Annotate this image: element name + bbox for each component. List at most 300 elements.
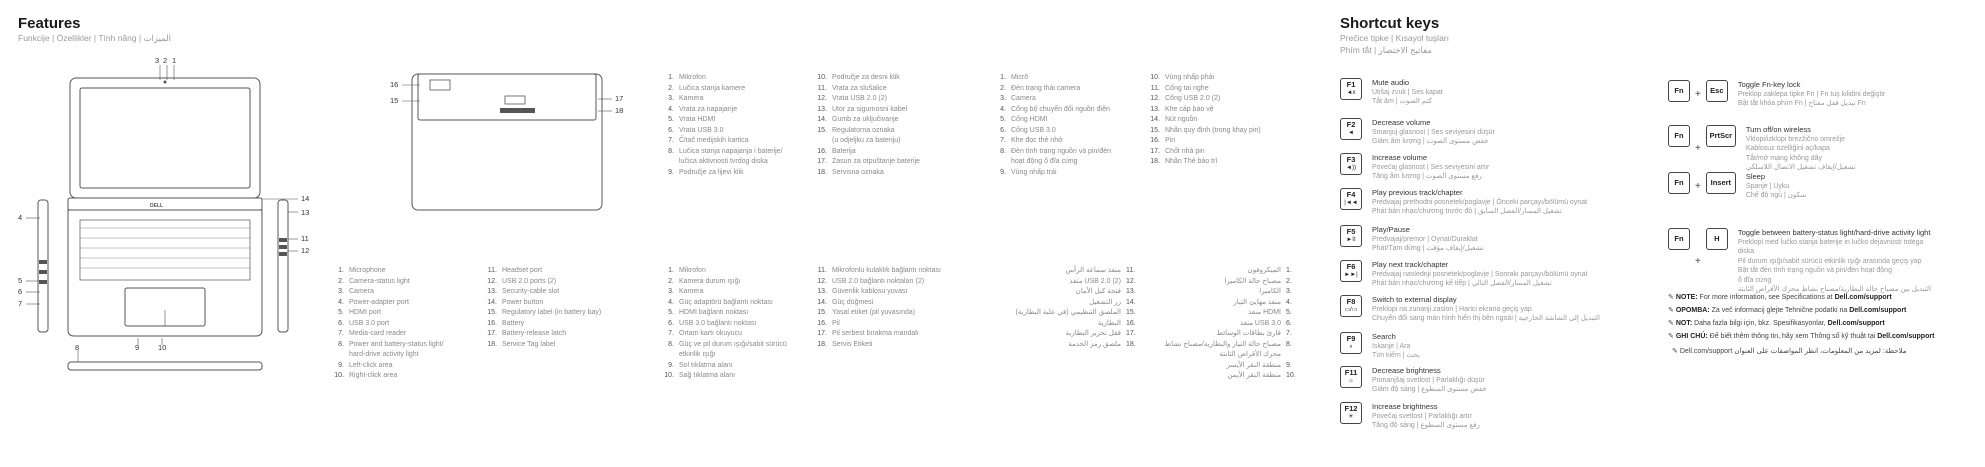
- item-text: Područje za lijevi klik: [679, 168, 744, 176]
- item-number: 18.: [1150, 158, 1160, 165]
- item-text: Cổng tai nghe: [1165, 84, 1209, 92]
- item-text: Sağ tıklatma alanı: [679, 372, 736, 379]
- shortcut-description: [1372, 188, 1587, 217]
- item-text: USB 3.0 bağlantı noktası: [679, 319, 757, 327]
- item-text: البطارية: [1097, 319, 1121, 327]
- list-item: [660, 361, 787, 372]
- list-item: [1146, 136, 1261, 147]
- list-item: [1146, 115, 1261, 126]
- list-item: [660, 308, 787, 319]
- key-f3[interactable]: [1340, 153, 1362, 175]
- item-number: 7.: [1286, 330, 1292, 337]
- callout-12: 12: [301, 246, 310, 255]
- item-number: 7.: [668, 137, 674, 144]
- key-f6[interactable]: [1340, 260, 1362, 282]
- shortcut-translation: Tắt/mở mạng không dây: [1745, 154, 1823, 162]
- item-number: 4.: [668, 298, 674, 306]
- shortcut-translation: Phát bản nhạc/chương trước đó | تشغيل المسار/الفصل السابق: [1372, 208, 1562, 215]
- item-text: Right-click area: [349, 372, 398, 379]
- list-item: [813, 319, 941, 330]
- list-item: [660, 147, 783, 158]
- item-number: 9.: [668, 361, 674, 369]
- list-item: [1150, 350, 1300, 361]
- item-number: 10.: [1286, 372, 1296, 379]
- item-number: 5.: [1286, 309, 1292, 316]
- list-item: [813, 84, 920, 95]
- item-text: HDMI port: [349, 309, 381, 316]
- list-item: [330, 340, 444, 351]
- laptop-display: [80, 88, 250, 188]
- list-item: [660, 136, 783, 147]
- item-text: Khe cáp bảo vệ: [1165, 105, 1214, 113]
- list-item: [990, 329, 1140, 340]
- features-title: Features: [18, 15, 81, 32]
- shortcut-description: [1372, 260, 1587, 289]
- svg-text:DELL: DELL: [150, 203, 164, 209]
- shortcut-row: [1340, 78, 1443, 107]
- item-number: 6.: [668, 126, 674, 134]
- shortcut-translation: Vklopi/izklopi brezžično omrežje: [1745, 135, 1846, 143]
- subtitle: Özellikler: [56, 33, 92, 43]
- shortcut-row: [1340, 295, 1600, 324]
- note-icon: ✎: [1672, 348, 1680, 355]
- support-link[interactable]: Dell.com/support: [1877, 333, 1935, 340]
- item-number: 8.: [338, 340, 344, 348]
- callout-7: 7: [18, 299, 23, 308]
- note-line: [1668, 292, 1892, 303]
- list-item: [660, 329, 787, 340]
- item-text: Servis Etiketi: [832, 340, 873, 348]
- list-item: [1150, 308, 1300, 319]
- note-line: [1672, 346, 1907, 357]
- shortcut-translation: ổ đĩa cứng: [1737, 276, 1772, 284]
- key-label: F2: [1346, 120, 1356, 129]
- item-text: Cổng HDMI: [1011, 116, 1048, 123]
- item-number: 7.: [668, 330, 674, 337]
- key-f8[interactable]: [1340, 295, 1362, 317]
- item-number: 9.: [1286, 361, 1292, 369]
- support-link[interactable]: Dell.com/support: [1834, 294, 1892, 301]
- item-number: 16.: [1126, 319, 1136, 327]
- item-number: 1.: [668, 267, 674, 274]
- shortcut-action: Increase volume: [1372, 153, 1428, 162]
- shortcut-description: [1372, 402, 1480, 431]
- item-number: 1.: [1000, 74, 1006, 81]
- list-item: [660, 371, 787, 382]
- item-text: Battery: [502, 319, 525, 327]
- item-text: قفل تحرير البطارية: [1065, 330, 1121, 337]
- list-item: [483, 277, 601, 288]
- list-item: [1150, 266, 1300, 277]
- list-item: [1150, 298, 1300, 309]
- item-number: 2.: [668, 277, 674, 285]
- callout-3: 3: [155, 56, 160, 65]
- item-text: USB 3.0 port: [349, 319, 390, 327]
- item-text: hard-drive activity light: [349, 351, 419, 358]
- plus-sign: +: [1695, 255, 1701, 267]
- shortcut-translation: Tìm kiếm | بحث: [1372, 352, 1420, 359]
- list-item: [992, 147, 1111, 158]
- list-item: [1146, 105, 1261, 116]
- item-text: Pil serbest bırakma mandalı: [832, 330, 919, 337]
- key-f12[interactable]: [1340, 402, 1362, 424]
- key-prtscr[interactable]: PrtScr: [1706, 125, 1736, 147]
- item-text: زر التشغيل: [1089, 298, 1121, 306]
- item-number: 13.: [1150, 105, 1160, 113]
- item-text: فتحة كبل الأمان: [1075, 288, 1121, 295]
- note-line: [1668, 305, 1906, 316]
- item-number: 13.: [1126, 288, 1136, 295]
- list-item: [660, 277, 787, 288]
- shortcut-translation: Iskanje | Ara: [1372, 342, 1411, 350]
- item-number: 18.: [487, 340, 497, 348]
- item-text: Ortam kartı okuyucu: [679, 330, 743, 337]
- list-item: [660, 350, 787, 361]
- shortcut-translation: Preklop zaklepa tipke Fn | Fn tuş kilidini değiştir: [1737, 90, 1886, 98]
- list-item: [660, 266, 787, 277]
- shortcut-row: [1340, 118, 1495, 147]
- laptop-hinge: [68, 198, 262, 210]
- note-line: [1668, 318, 1885, 329]
- list-item: [483, 298, 601, 309]
- key-f2[interactable]: [1340, 118, 1362, 140]
- note-line: [1668, 331, 1934, 342]
- shortcut-description: [1372, 118, 1495, 147]
- list-item: [990, 308, 1140, 319]
- item-text: USB 2.0 ports (2): [502, 277, 557, 285]
- item-text: Đèn trạng thái camera: [1011, 84, 1081, 92]
- item-text: Vrata HDMI: [679, 116, 716, 123]
- shortcut-translation: Preklopi med lučko stanja baterije in lučko dejavnosti trdega diska: [1737, 238, 1924, 255]
- item-text: Vùng nhấp phải: [1165, 74, 1215, 81]
- shortcut-translation: التبديل بين مصباح حالة البطارية/مصباح نشاط محرك الأقراص الثابتة: [1737, 286, 1932, 293]
- shortcut-description: [1738, 228, 1938, 295]
- key-f9[interactable]: [1340, 332, 1362, 354]
- shortcut-action: Decrease volume: [1372, 118, 1431, 127]
- key-label: F11: [1344, 368, 1358, 377]
- note-icon: ✎: [1668, 320, 1676, 327]
- item-text: Headset port: [502, 267, 543, 274]
- key-media-icon: ◄: [1348, 130, 1354, 136]
- front-edge-view: [68, 362, 262, 370]
- shortcut-title: Shortcut keys: [1340, 15, 1440, 32]
- item-text: منطقة النقر الأيسر: [1226, 361, 1281, 369]
- item-text: Media-card reader: [349, 330, 407, 337]
- item-text: Service Tag label: [502, 340, 556, 348]
- subtitle: الميزات: [143, 33, 172, 43]
- item-number: 15.: [817, 126, 827, 134]
- list-item: [660, 73, 783, 84]
- item-text: منفذ HDMI: [1248, 309, 1281, 316]
- item-number: 15.: [1126, 309, 1136, 316]
- item-number: 2.: [338, 277, 344, 285]
- shortcut-translation: Predvajaj/premor | Oynat/Duraklat: [1372, 235, 1478, 243]
- note-text: Daha fazla bilgi için, bkz. Spesifikasyonlar,: [1694, 320, 1828, 327]
- item-text: منفذ USB 2.0 (2): [1069, 277, 1121, 285]
- feature-list-vi-b: [1146, 73, 1261, 168]
- right-side-view: [278, 200, 288, 332]
- shortcut-translation: Giảm độ sáng | خفض مستوى السطوع: [1372, 386, 1487, 393]
- item-number: 10.: [817, 74, 827, 81]
- item-text: Lučica stanja napajanja i baterije/: [679, 147, 783, 155]
- item-text: Gumb za uključivanje: [832, 116, 899, 123]
- shortcut-row: [1340, 153, 1489, 182]
- item-text: Power-adapter port: [349, 298, 409, 306]
- list-item: [1150, 371, 1300, 382]
- item-number: 9.: [338, 361, 344, 369]
- item-text: Güç adaptörü bağlantı noktası: [679, 298, 773, 306]
- feature-list-vi-a: [992, 73, 1111, 178]
- item-number: 14.: [487, 298, 497, 306]
- list-item: [660, 126, 783, 137]
- shortcut-row: [1340, 260, 1587, 289]
- note-icon: ✎: [1668, 333, 1676, 340]
- shortcut-subtitles-1: Prečice tipke | Kısayol tuşları: [1340, 33, 1449, 43]
- shortcut-translation: تشغيل/إيقاف تشغيل الاتصال اللاسلكي: [1745, 164, 1856, 171]
- item-number: 18.: [817, 168, 827, 176]
- item-number: 17.: [487, 330, 497, 337]
- item-text: Cổng bộ chuyển đổi nguồn điện: [1011, 105, 1110, 113]
- key-fn[interactable]: Fn: [1668, 228, 1690, 250]
- item-number: [330, 350, 344, 361]
- item-text: Chốt nhả pin: [1165, 147, 1205, 155]
- item-text: Nhãn quy định (trong khay pin): [1165, 126, 1261, 134]
- key-media-icon: ⌕: [1349, 344, 1353, 350]
- list-item: [992, 73, 1111, 84]
- list-item: [813, 298, 941, 309]
- subtitle: Kısayol tuşları: [1395, 33, 1449, 43]
- shortcut-combo-row: [1668, 228, 1938, 295]
- item-number: 1.: [1286, 267, 1292, 274]
- item-number: 4.: [1286, 298, 1292, 306]
- item-number: 11.: [817, 84, 827, 92]
- item-number: 18.: [817, 340, 827, 348]
- key-f11[interactable]: [1340, 366, 1362, 388]
- key-media-icon: ◄x: [1346, 90, 1356, 96]
- item-number: 12.: [817, 95, 827, 102]
- shortcut-translation: Povečaj svetlost | Parlaklığı artır: [1372, 412, 1472, 420]
- shortcut-description: [1746, 125, 1946, 173]
- item-text: Đèn tình trạng nguồn và pin/đèn: [1011, 147, 1112, 155]
- item-text: Vrata za slušalice: [832, 84, 887, 92]
- list-item: [660, 287, 787, 298]
- key-label: F5: [1346, 227, 1356, 236]
- item-text: Camera: [1011, 95, 1036, 102]
- item-number: 12.: [1126, 277, 1136, 285]
- list-item: [660, 157, 783, 168]
- item-number: 4.: [1000, 105, 1006, 113]
- item-number: 10.: [664, 372, 674, 379]
- shortcut-action: Decrease brightness: [1372, 366, 1441, 375]
- callout-18: 18: [615, 106, 624, 115]
- list-item: [813, 329, 941, 340]
- item-text: Vùng nhấp trái: [1011, 168, 1057, 176]
- shortcut-translation: Pomanjšaj svetlost | Parlaklığı düşür: [1372, 376, 1485, 384]
- item-text: Regulatory label (in battery bay): [502, 309, 602, 316]
- item-number: 7.: [338, 330, 344, 337]
- shortcut-translation: Povećaj glasnost | Ses seviyesini artır: [1372, 163, 1490, 171]
- note-label: OPOMBA:: [1675, 307, 1712, 314]
- item-text: Pil: [832, 319, 840, 327]
- item-text: Lučica stanja kamere: [679, 84, 746, 92]
- shortcut-translation: Bật tắt khóa phím Fn | تبديل قفل مفتاح Fn: [1737, 100, 1866, 107]
- list-item: [992, 168, 1111, 179]
- key-f4[interactable]: [1340, 188, 1362, 210]
- item-text: Güç ve pil durum ışığı/sabit sürücü: [679, 340, 787, 348]
- item-number: 3.: [1286, 288, 1292, 295]
- subtitle: مفاتيح الاختصار: [1378, 45, 1432, 55]
- feature-list-ar-b: [1150, 266, 1300, 382]
- key-fn[interactable]: Fn: [1668, 80, 1690, 102]
- key-fn[interactable]: Fn: [1668, 172, 1690, 194]
- list-item: [660, 84, 783, 95]
- shortcut-translation: Kablosuz özelliğini aç/kapa: [1745, 145, 1830, 152]
- item-text: الكاميرا: [1259, 288, 1281, 295]
- key-esc[interactable]: Esc: [1706, 80, 1728, 102]
- item-text: منفذ سماعة الرأس: [1065, 267, 1121, 274]
- list-item: [1150, 277, 1300, 288]
- shortcut-combo-row: [1668, 125, 1946, 173]
- list-item: [1146, 126, 1261, 137]
- list-item: [813, 266, 941, 277]
- list-item: [483, 308, 601, 319]
- shortcut-translation: Smanjuj glasnost | Ses seviyesini düşür: [1372, 128, 1495, 136]
- item-text: Servisna oznaka: [832, 168, 884, 176]
- item-number: 17.: [1150, 147, 1160, 155]
- shortcut-action: Play previous track/chapter: [1372, 188, 1463, 197]
- note-icon: ✎: [1668, 294, 1676, 301]
- plus-sign: +: [1695, 143, 1701, 155]
- key-insert[interactable]: Insert: [1706, 172, 1736, 194]
- item-number: 8.: [1000, 147, 1006, 155]
- item-number: 16.: [817, 319, 827, 327]
- callout-11: 11: [301, 234, 309, 243]
- list-item: [990, 298, 1140, 309]
- item-number: 16.: [487, 319, 497, 327]
- callout-5: 5: [18, 276, 23, 285]
- item-text: Cổng USB 3.0: [1011, 126, 1056, 134]
- key-label: F12: [1344, 404, 1358, 413]
- item-number: 3.: [668, 288, 674, 295]
- item-text: Utor za sigurnosni kabel: [832, 105, 908, 113]
- item-number: 18.: [1126, 340, 1136, 348]
- key-media-icon: ►►|: [1344, 272, 1358, 278]
- item-number: [813, 136, 827, 147]
- list-item: [990, 277, 1140, 288]
- item-number: 14.: [1126, 298, 1136, 306]
- item-number: 2.: [1286, 277, 1292, 285]
- list-item: [483, 287, 601, 298]
- item-text: Khe đọc thẻ nhớ: [1011, 137, 1063, 144]
- item-text: Nút nguồn: [1165, 116, 1198, 123]
- list-item: [990, 340, 1140, 351]
- item-number: 3.: [1000, 95, 1006, 102]
- item-number: 8.: [668, 340, 674, 348]
- list-item: [813, 136, 920, 147]
- shortcut-translation: Tăng độ sáng | رفع مستوى السطوع: [1372, 422, 1480, 429]
- shortcut-combo-row: [1668, 80, 1938, 109]
- list-item: [813, 157, 920, 168]
- item-number: 15.: [817, 309, 827, 316]
- shortcut-translation: Phát/Tạm dừng | تشغيل/إيقاف مؤقت: [1372, 245, 1484, 252]
- shortcut-row: [1340, 402, 1480, 431]
- shortcut-translation: Chuyển đổi sang màn hình hiển thị bên ngoài | التبديل إلى الشاشة الخارجية: [1372, 315, 1600, 322]
- item-number: 17.: [817, 330, 827, 337]
- list-item: [813, 287, 941, 298]
- key-fn[interactable]: Fn: [1668, 125, 1690, 147]
- item-text: USB 2.0 bağlantı noktaları (2): [832, 277, 925, 285]
- key-label: F8: [1346, 297, 1356, 306]
- item-text: Kamera: [679, 288, 704, 295]
- list-item: [992, 157, 1111, 168]
- item-text: مصباح حالة التيار والبطارية/مصباح نشاط: [1164, 340, 1281, 348]
- shortcut-translation: Predvajaj prethodni posnetek/poglavje | Önceki parçayı/bölümü oynat: [1372, 198, 1588, 206]
- item-text: Zasun za otpuštanje baterije: [832, 158, 920, 165]
- feature-list-tr-a: [660, 266, 787, 382]
- key-media-icon: |◄◄: [1344, 200, 1358, 206]
- list-item: [1146, 147, 1261, 158]
- item-number: 5.: [338, 309, 344, 316]
- item-text: Camera-status light: [349, 277, 410, 285]
- feature-list-en-a: [330, 266, 444, 382]
- item-number: 11.: [487, 267, 497, 274]
- callout-9: 9: [135, 343, 140, 352]
- item-number: 5.: [668, 309, 674, 316]
- item-number: 17.: [817, 158, 827, 165]
- list-item: [992, 115, 1111, 126]
- item-number: 8.: [1286, 340, 1292, 348]
- item-number: 11.: [817, 267, 827, 274]
- key-label: F9: [1346, 334, 1356, 343]
- item-number: 15.: [1150, 126, 1160, 134]
- item-number: 3.: [668, 95, 674, 102]
- shortcut-row: [1340, 332, 1420, 361]
- note-label: NOT:: [1675, 320, 1695, 327]
- item-number: 4.: [668, 105, 674, 113]
- support-link[interactable]: Dell.com/support: [1827, 320, 1885, 327]
- item-number: [660, 350, 674, 361]
- item-number: 9.: [1000, 168, 1006, 176]
- callout-1: 1: [172, 56, 177, 65]
- item-text: مصباح حالة الكاميرا: [1224, 277, 1281, 285]
- item-text: Regulatorna oznaka: [832, 126, 895, 134]
- key-h[interactable]: H: [1706, 228, 1728, 250]
- shortcut-action: Turn off/on wireless: [1745, 125, 1811, 134]
- callout-4: 4: [18, 213, 23, 222]
- list-item: [813, 340, 941, 351]
- list-item: [990, 319, 1140, 330]
- list-item: [330, 371, 444, 382]
- shortcut-translation: Chế độ ngủ | سكون: [1745, 192, 1807, 199]
- key-f1[interactable]: [1340, 78, 1362, 100]
- item-text: (u odjeljku za bateriju): [832, 137, 901, 144]
- list-item: [330, 266, 444, 277]
- item-text: Battery-release latch: [502, 330, 567, 337]
- shortcut-subtitles-2: Phím tắt | مفاتيح الاختصار: [1340, 45, 1432, 55]
- list-item: [813, 147, 920, 158]
- list-item: [813, 126, 920, 137]
- item-text: Mikrofon: [679, 267, 706, 274]
- feature-list-hr-a: [660, 73, 783, 178]
- support-link[interactable]: Dell.com/support: [1849, 307, 1907, 314]
- item-text: Čitač medijskih kartica: [679, 137, 749, 144]
- key-label: F1: [1346, 80, 1356, 89]
- list-item: [813, 115, 920, 126]
- item-text: hoạt động ổ đĩa cứng: [1011, 158, 1078, 165]
- key-f5[interactable]: [1340, 225, 1362, 247]
- item-text: Područje za desni klik: [832, 74, 900, 81]
- item-number: [660, 157, 674, 168]
